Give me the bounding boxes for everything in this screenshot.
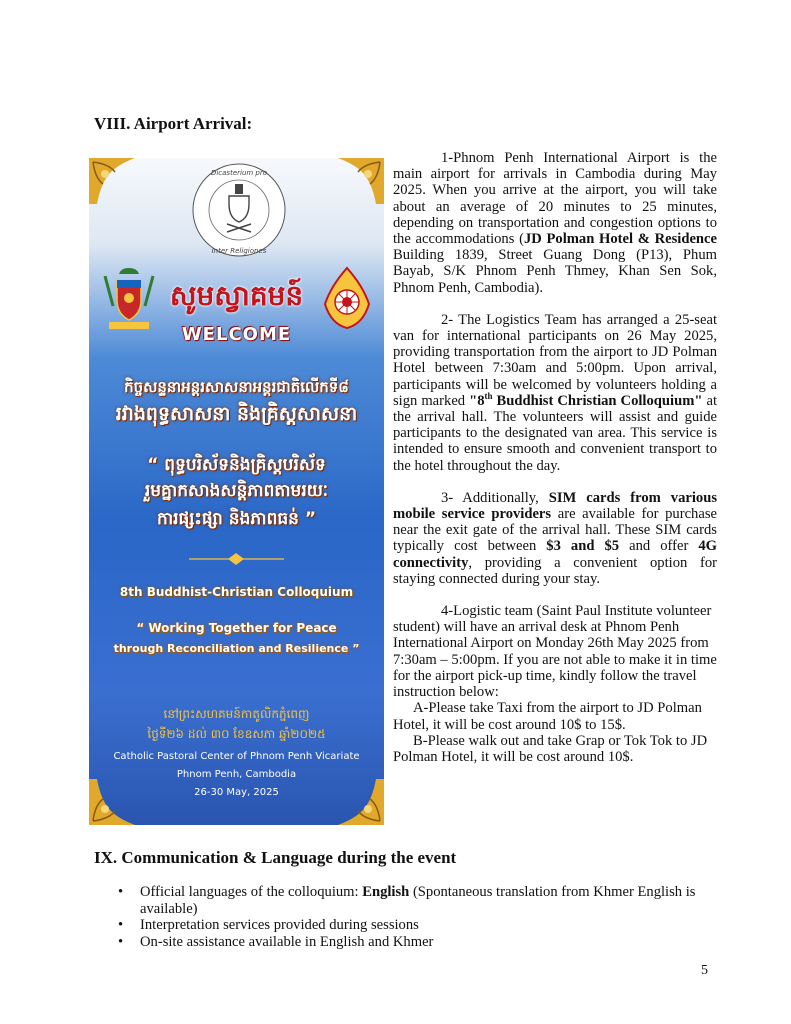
welcome-title: WELCOME (181, 324, 292, 345)
khmer-welcome-title: សូមស្វាគមន៍ (169, 279, 304, 312)
colloquium-title: 8th Buddhist-Christian Colloquium (119, 585, 354, 599)
instruction-b: B-Please walk out and take Grap or Tok Tok to JD Polman Hotel, it will be cost around 10$. (393, 732, 708, 765)
svg-text:Inter Religiones: Inter Religiones (211, 247, 267, 255)
theme-line-1: “ Working Together for Peace (136, 621, 337, 635)
corner-ornament-icon (338, 779, 384, 825)
corner-ornament-icon (338, 158, 384, 204)
page-number: 5 (701, 963, 708, 978)
section-heading-airport-arrival: VIII. Airport Arrival: (94, 114, 253, 133)
khmer-theme-line-2: រួមគ្នាកសាងសន្តិភាពតាមរយៈ (144, 481, 329, 501)
khmer-colloquium-line-1: កិច្ចសន្ទនាអន្តរសាសនាអន្តរជាតិលើកទី៨ (124, 378, 349, 396)
paragraph-van-transport: 2- The Logistics Team has arranged a 25-seat van for international participants on 26 May 2025, providing transportation from the airport to JD Polman Hotel between 7:30am and 5:00pm. Upon arrival, participants will be welcomed by volunteers holding a sign marked "8th Buddhist Christian Colloquium" at the arrival hall. The volunteers will assist and guide participants to the designated van area. This service is intended to ensure smooth and convenient transport to the hotel throughout the day. (393, 311, 717, 474)
khmer-date: ថ្ងៃទី២៦ ដល់ ៣០ ខែឧសភា ឆ្នាំ២០២៥ (147, 727, 326, 741)
khmer-venue: នៅព្រះសហគមន៍កាតូលិកភ្នំពេញ (163, 707, 310, 721)
ornament-divider-icon (189, 553, 284, 565)
svg-text:Dicasterium pro: Dicasterium pro (210, 169, 268, 177)
khmer-theme-line-1: “ ពុទ្ធបរិស័ទនិងគ្រិស្តបរិស័ទ (147, 455, 326, 475)
corner-ornament-icon (89, 779, 135, 825)
list-item: • Interpretation services provided during sessions (118, 917, 718, 934)
list-item: • Official languages of the colloquium: English (Spontaneous translation from Khmer English is available) (118, 884, 718, 917)
paragraph-sim-cards: 3- Additionally, SIM cards from various mobile service providers are available for purchase near the exit gate of the arrival hall. These SIM cards typically cost between $3 and $5 and offer 4G connectivity, providing a convenient option for staying connected during your stay. (393, 489, 718, 587)
theme-line-2: through Reconciliation and Resilience ” (113, 642, 360, 655)
dicastery-seal-icon (191, 162, 287, 258)
venue-line-2: Phnom Penh, Cambodia (176, 769, 297, 780)
khmer-theme-line-3: ការផ្សះផ្សា និងភាពធន់ ” (156, 509, 317, 529)
corner-ornament-icon (89, 158, 135, 204)
paragraph-airport-info: 1-Phnom Penh International Airport is the main airport for arrivals in Cambodia during May 2025. When you arrive at the airport, you will take about an average of 20 minutes to 25 minutes, depending on transportation and congestion options to the accommodations (JD Polman Hotel & Residence Building 1839, Street Guang Dong (P13), Phum Bayab, S/K Phnom Penh Thmey, Khan Sen Sok, Phnom Penh, Cambodia). (393, 150, 717, 296)
section-heading-communication: IX. Communication & Language during the event (94, 848, 457, 867)
instruction-a: A-Please take Taxi from the airport to JD Polman Hotel, it will be cost around 10$ to 15$. (393, 700, 702, 733)
venue-line-1: Catholic Pastoral Center of Phnom Penh Vicariate (113, 751, 360, 762)
event-dates: 26-30 May, 2025 (194, 787, 279, 798)
khmer-colloquium-line-2: រវាងពុទ្ធសាសនា និងគ្រិស្តសាសនា (115, 403, 358, 425)
welcome-poster (89, 158, 384, 825)
airport-arrival-text (393, 150, 717, 765)
language-list (118, 884, 718, 950)
paragraph-arrival-desk: 4-Logistic team (Saint Paul Institute volunteer student) will have an arrival desk at Phnom Penh International Airport on Monday 26th May 2025 from 7:30am – 5:00pm. If you are not able to make it in time for the airport pick-up time, kindly follow the travel instruction below: (393, 603, 717, 701)
list-item: • On-site assistance available in English and Khmer (118, 934, 718, 951)
